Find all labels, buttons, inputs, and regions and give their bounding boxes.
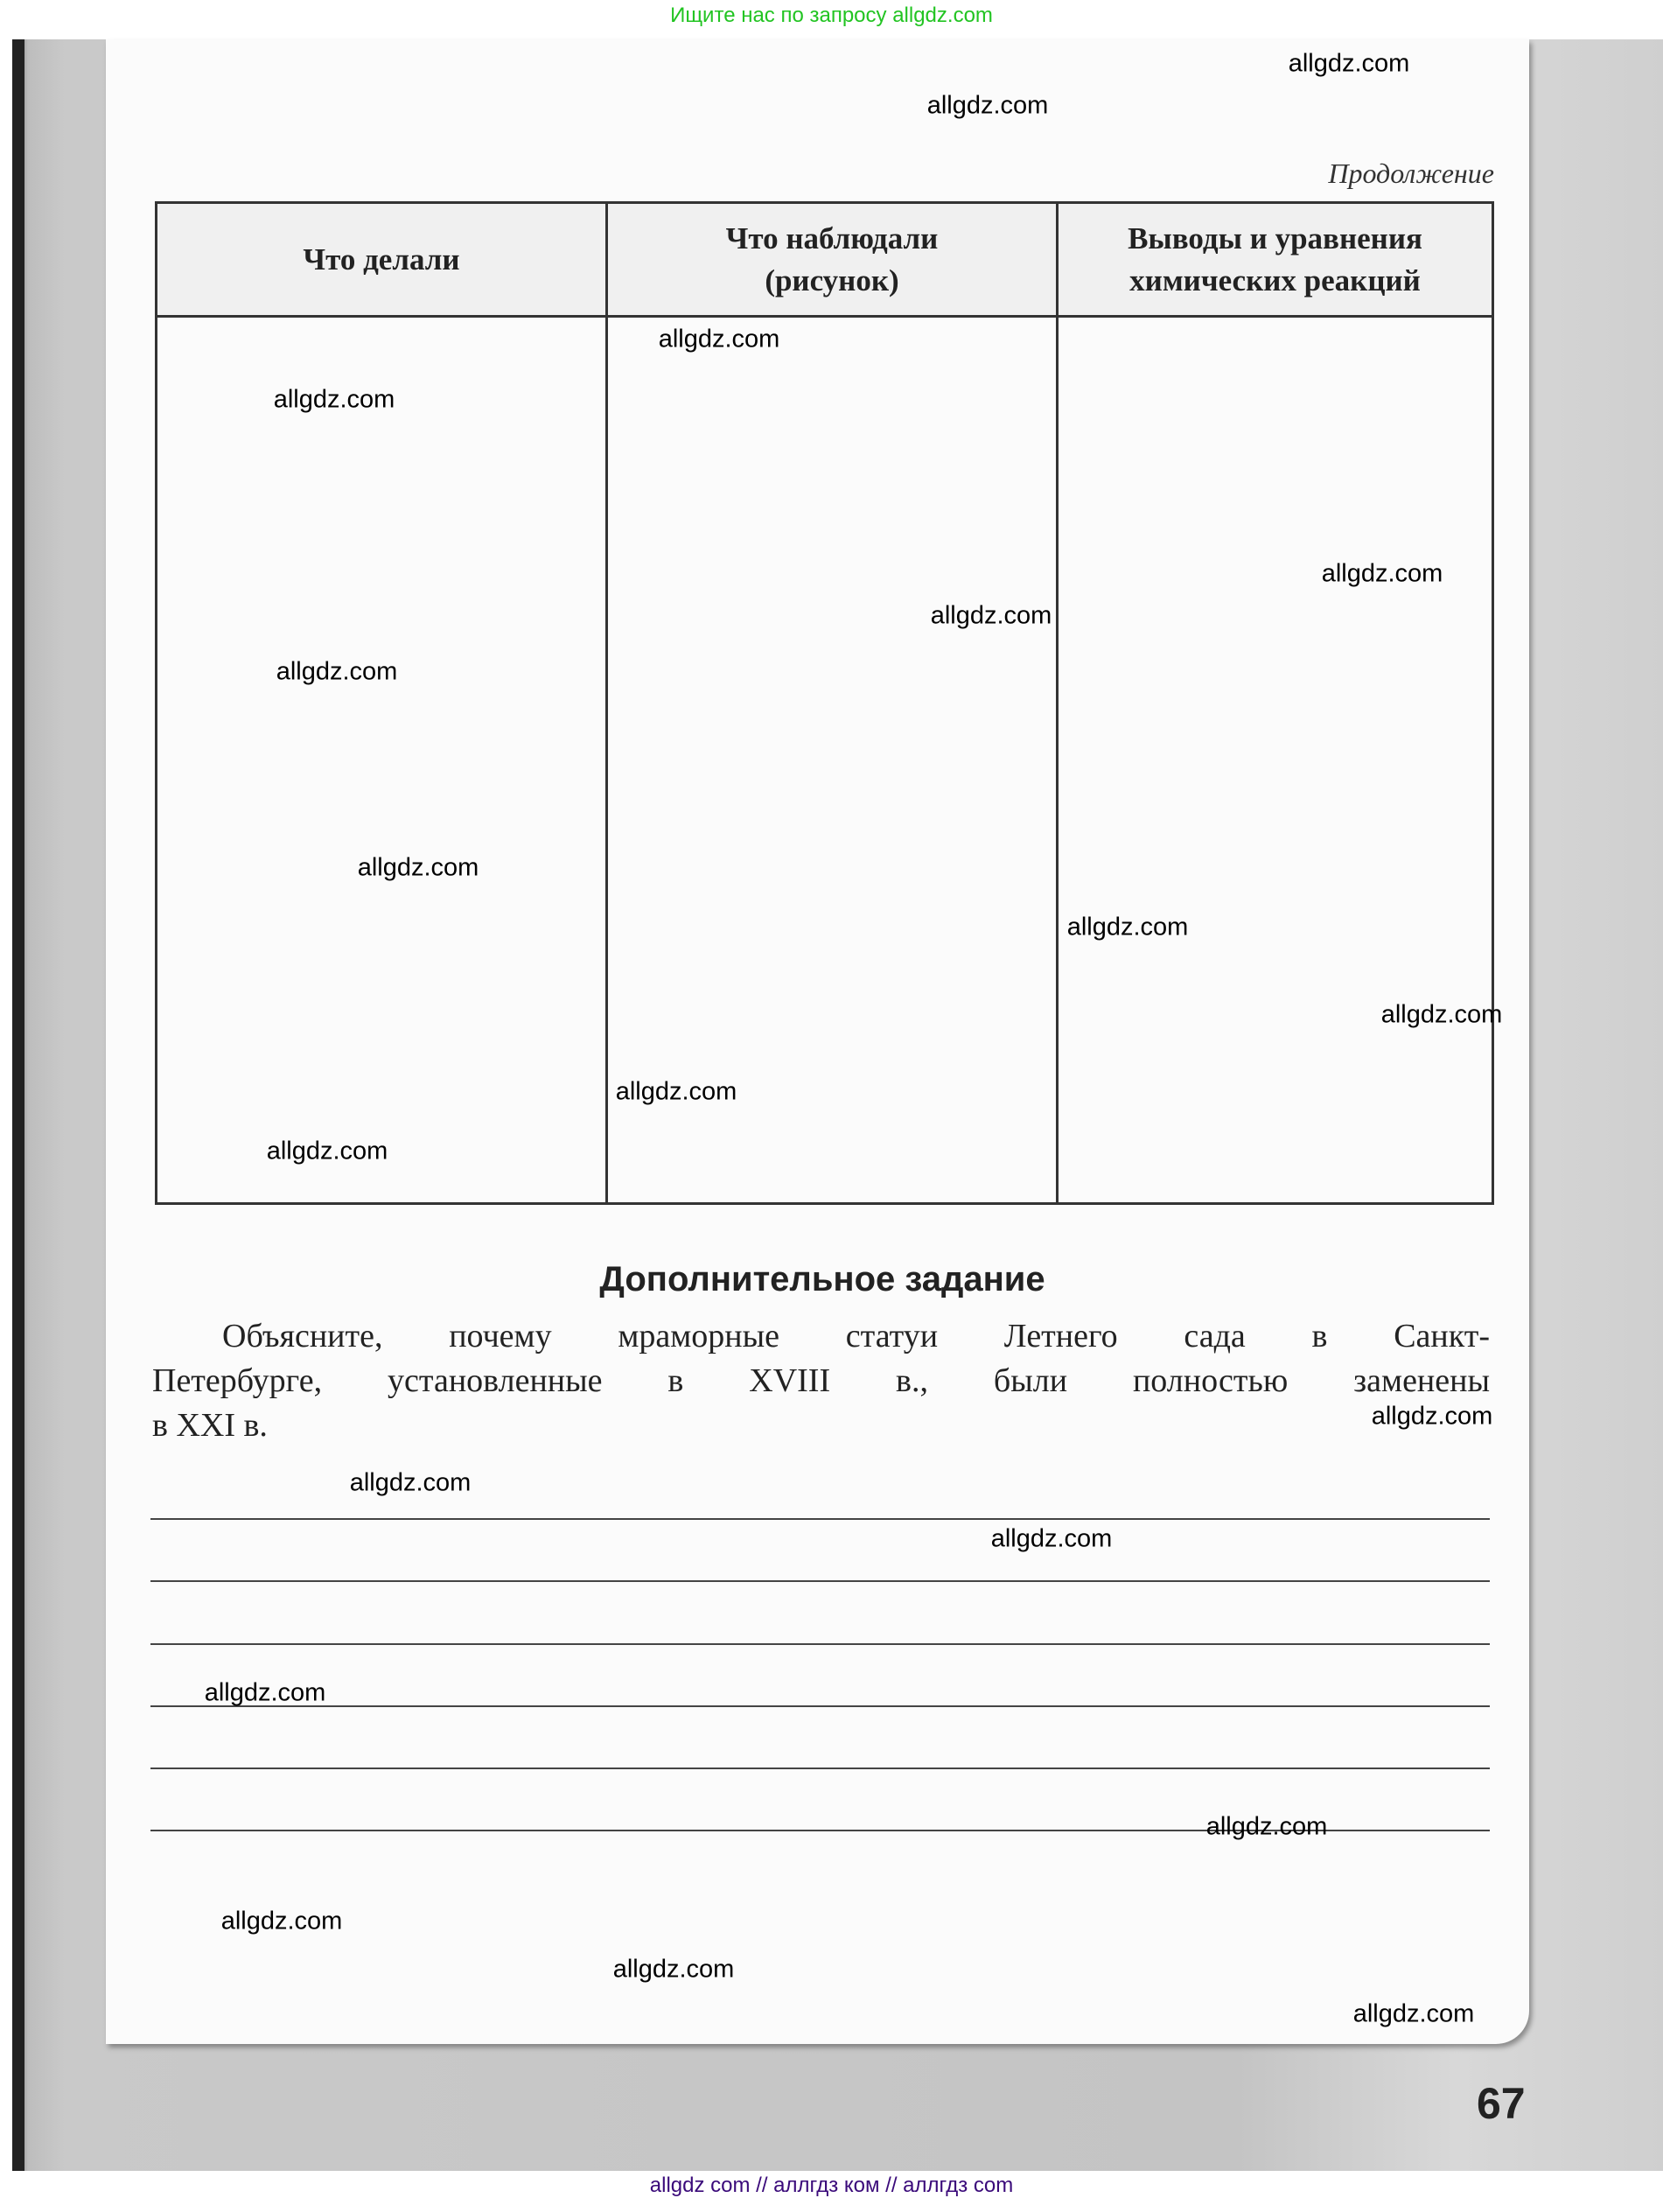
watermark: allgdz.com xyxy=(1380,1000,1503,1029)
answer-line[interactable] xyxy=(150,1518,1490,1520)
watermark: allgdz.com xyxy=(204,1678,326,1707)
watermark: allgdz.com xyxy=(349,1468,472,1497)
bottom-banner: allgdz com // аллгдз ком // аллгдз com xyxy=(649,2174,1014,2197)
results-table xyxy=(155,201,1494,1205)
watermark: allgdz.com xyxy=(266,1137,388,1166)
header-conclusions-text: Выводы и уравнения химических реакций xyxy=(1128,220,1422,298)
answer-line[interactable] xyxy=(150,1580,1490,1582)
watermark: allgdz.com xyxy=(990,1524,1113,1553)
watermark: allgdz.com xyxy=(1352,1999,1475,2028)
task-text-line-1: Объясните, почему мраморные статуи Летнего сада в Санкт- xyxy=(222,1318,1490,1354)
header-observed xyxy=(607,203,1058,317)
watermark: allgdz.com xyxy=(1321,559,1443,588)
watermark: allgdz.com xyxy=(1288,49,1410,78)
top-banner: Ищите нас по запросу allgdz.com xyxy=(670,4,993,27)
watermark: allgdz.com xyxy=(1066,913,1189,942)
watermark: allgdz.com xyxy=(615,1077,737,1106)
page-number: 67 xyxy=(1477,2079,1526,2128)
watermark: allgdz.com xyxy=(357,853,479,882)
answer-cell-what-done[interactable] xyxy=(157,317,607,1204)
answer-line[interactable] xyxy=(150,1705,1490,1707)
watermark: allgdz.com xyxy=(220,1907,343,1936)
header-conclusions xyxy=(1058,203,1493,317)
answer-cell-conclusions[interactable] xyxy=(1058,317,1493,1204)
watermark: allgdz.com xyxy=(658,325,780,354)
header-what-done: Что делали xyxy=(157,203,607,317)
task-text-line-2: Петербурге, установленные в XVIII в., были полностью заменены xyxy=(152,1362,1490,1399)
watermark: allgdz.com xyxy=(276,657,398,686)
watermark: allgdz.com xyxy=(273,385,395,414)
answer-line[interactable] xyxy=(150,1643,1490,1645)
watermark: allgdz.com xyxy=(612,1955,735,1984)
extra-task-title: Дополнительное задание xyxy=(599,1260,1045,1298)
task-text-line-3: в XXI в. xyxy=(152,1407,268,1444)
watermark: allgdz.com xyxy=(1371,1402,1493,1431)
header-observed-text: Что наблюдали (рисунок) xyxy=(725,220,939,298)
book-spine-shadow xyxy=(12,39,24,2171)
answer-line[interactable] xyxy=(150,1768,1490,1769)
watermark: allgdz.com xyxy=(1205,1812,1328,1841)
watermark: allgdz.com xyxy=(930,601,1052,630)
continuation-label: Продолжение xyxy=(1328,158,1494,189)
answer-cell-observed[interactable] xyxy=(607,317,1058,1204)
watermark: allgdz.com xyxy=(926,91,1049,120)
